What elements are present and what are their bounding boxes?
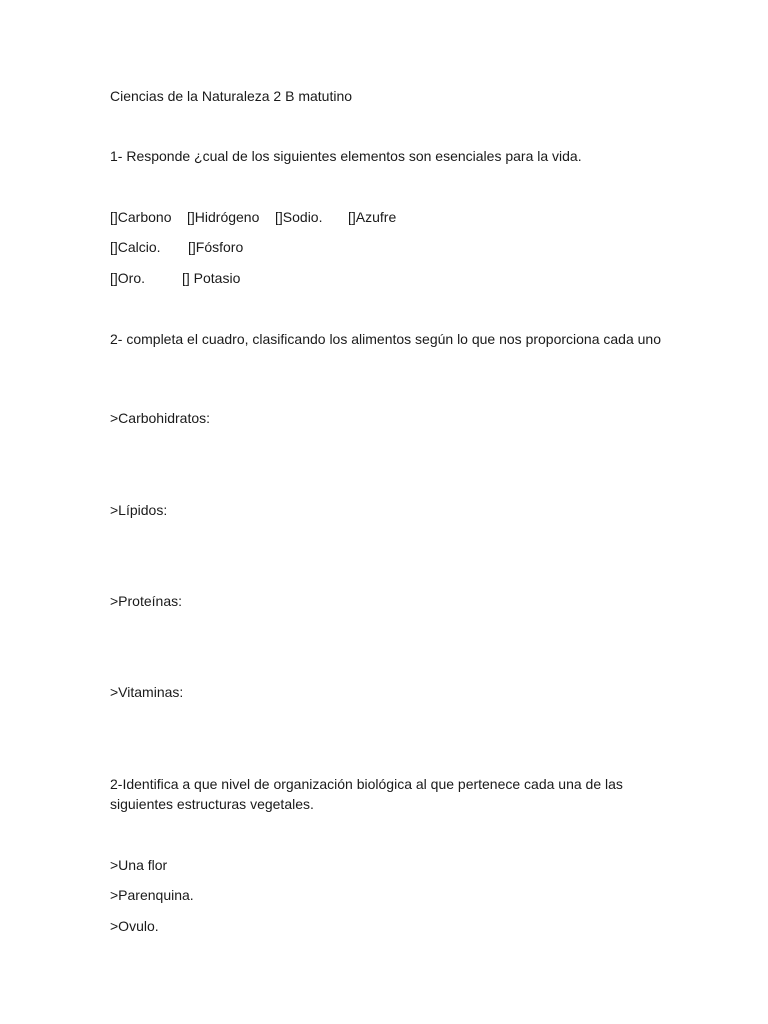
question-2-prompt: 2- completa el cuadro, clasificando los alimentos según lo que nos proporciona cada uno bbox=[110, 331, 662, 347]
structure-una-flor: >Una flor bbox=[110, 857, 168, 873]
category-lipidos: >Lípidos: bbox=[110, 502, 168, 518]
option-azufre: []Azufre bbox=[348, 209, 397, 225]
option-oro: []Oro. bbox=[110, 270, 146, 286]
question-1-options-row-1 bbox=[110, 207, 670, 227]
structure-parenquina: >Parenquina. bbox=[110, 887, 194, 903]
option-calcio: []Calcio. bbox=[110, 239, 161, 255]
category-proteinas: >Proteínas: bbox=[110, 593, 182, 609]
question-3-prompt: 2-Identifica a que nivel de organización biológica al que pertenece cada una de las siguientes estructuras vegetales. bbox=[110, 776, 623, 812]
option-fosforo: []Fósforo bbox=[188, 239, 244, 255]
category-vitaminas: >Vitaminas: bbox=[110, 684, 184, 700]
structure-ovulo: >Ovulo. bbox=[110, 918, 159, 934]
option-hidrogeno: []Hidrógeno bbox=[187, 209, 260, 225]
document-title: Ciencias de la Naturaleza 2 B matutino bbox=[110, 88, 353, 104]
option-potasio: [] Potasio bbox=[182, 270, 241, 286]
question-1-options-row-2 bbox=[110, 237, 670, 257]
question-1-prompt: 1- Responde ¿cual de los siguientes elementos son esenciales para la vida. bbox=[110, 148, 582, 164]
option-sodio: []Sodio. bbox=[275, 209, 323, 225]
question-1-options-row-3 bbox=[110, 268, 670, 288]
category-carbohidratos: >Carbohidratos: bbox=[110, 410, 211, 426]
option-carbono: []Carbono bbox=[110, 209, 172, 225]
